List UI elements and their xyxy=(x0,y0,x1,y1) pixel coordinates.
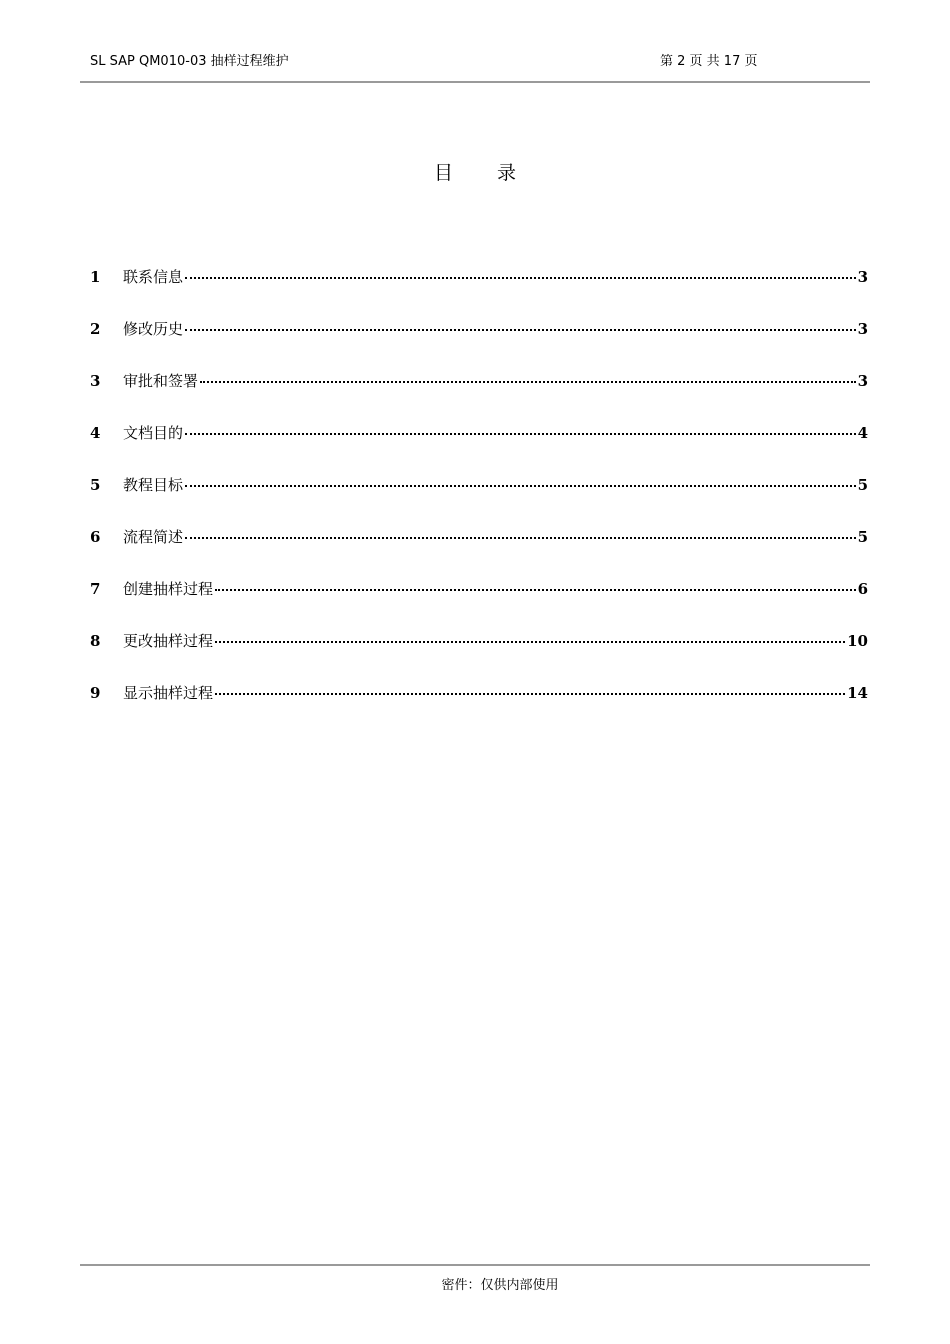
toc-entry[interactable] xyxy=(90,526,868,578)
header-divider xyxy=(80,81,870,83)
toc-entry-number: 1 xyxy=(90,268,101,286)
toc-entry-number: 9 xyxy=(90,684,101,702)
toc-entry-number: 5 xyxy=(90,476,101,494)
toc-entry-number: 3 xyxy=(90,372,101,390)
toc-entry-page: 3 xyxy=(857,372,868,390)
toc-entry-page: 5 xyxy=(857,528,868,546)
toc-heading: 目录 xyxy=(433,162,560,184)
toc-dot-leader xyxy=(185,277,856,279)
toc-dot-leader xyxy=(215,693,845,695)
toc-entry[interactable] xyxy=(90,474,868,526)
toc-entry-title: 修改历史 xyxy=(123,320,184,338)
toc-dot-leader xyxy=(215,589,856,591)
toc-entry[interactable] xyxy=(90,422,868,474)
toc-dot-leader xyxy=(215,641,845,643)
page-header xyxy=(80,48,870,72)
toc-entry-page: 5 xyxy=(857,476,868,494)
toc-dot-leader xyxy=(185,433,856,435)
toc-entry-number: 6 xyxy=(90,528,101,546)
toc-entry[interactable] xyxy=(90,578,868,630)
toc-entry-title: 更改抽样过程 xyxy=(123,632,214,650)
toc-dot-leader xyxy=(200,381,856,383)
document-title: SL SAP QM010-03 抽样过程维护 xyxy=(90,54,289,69)
toc-entry-number: 2 xyxy=(90,320,101,338)
confidentiality-footer: 密件：仅供内部使用 xyxy=(441,1278,559,1293)
footer-divider xyxy=(80,1264,870,1266)
toc-entry-number: 8 xyxy=(90,632,101,650)
toc-entry-page: 3 xyxy=(857,268,868,286)
toc-entry-number: 4 xyxy=(90,424,101,442)
toc-entry-title: 显示抽样过程 xyxy=(123,684,214,702)
toc-entry[interactable] xyxy=(90,630,868,682)
toc-entry-page: 14 xyxy=(847,684,868,702)
toc-entry-title: 审批和签署 xyxy=(123,372,199,390)
toc-entry-number: 7 xyxy=(90,580,101,598)
toc-entry-page: 6 xyxy=(857,580,868,598)
toc-entry-page: 10 xyxy=(847,632,868,650)
toc-entry[interactable] xyxy=(90,266,868,318)
toc-entry[interactable] xyxy=(90,370,868,422)
toc-entry-page: 4 xyxy=(857,424,868,442)
toc-entry-title: 联系信息 xyxy=(123,268,184,286)
toc-entry[interactable] xyxy=(90,682,868,734)
toc-dot-leader xyxy=(185,485,856,487)
table-of-contents xyxy=(90,266,868,734)
toc-dot-leader xyxy=(185,329,856,331)
toc-entry-title: 流程简述 xyxy=(123,528,184,546)
toc-entry[interactable] xyxy=(90,318,868,370)
toc-entry-title: 教程目标 xyxy=(123,476,184,494)
page-number-info: 第 2 页 共 17 页 xyxy=(660,54,758,69)
toc-entry-title: 创建抽样过程 xyxy=(123,580,214,598)
toc-entry-title: 文档目的 xyxy=(123,424,184,442)
toc-entry-page: 3 xyxy=(857,320,868,338)
toc-dot-leader xyxy=(185,537,856,539)
